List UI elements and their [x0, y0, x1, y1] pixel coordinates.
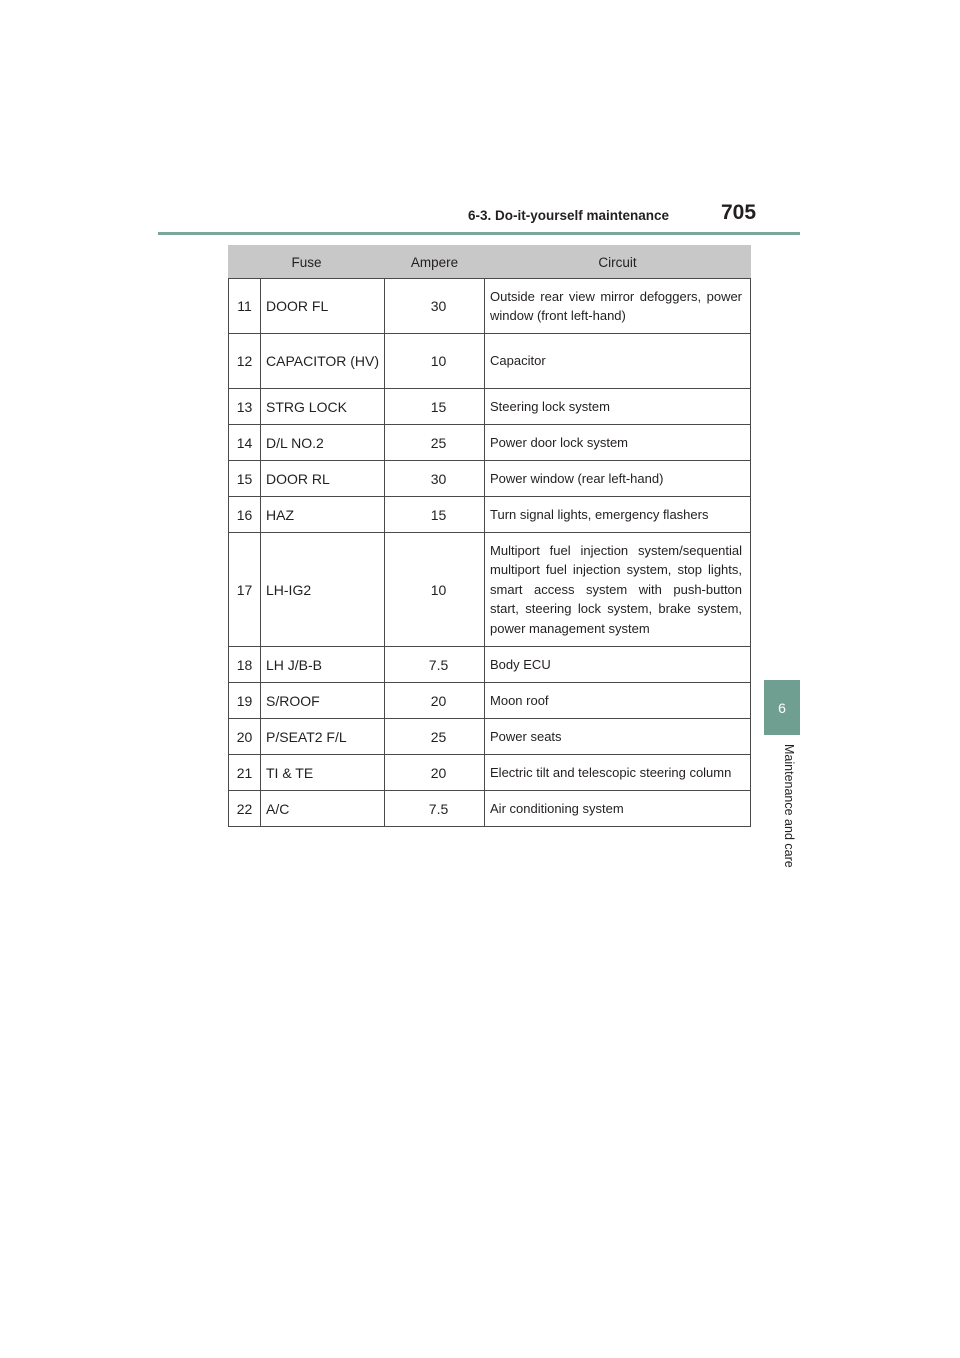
fuse-ampere: 10	[385, 533, 485, 647]
fuse-name: DOOR RL	[261, 461, 385, 497]
fuse-circuit: Multiport fuel injection system/sequential multiport fuel injection system, stop lights, smart access system with push-button start, steering lock system, brake system, power management system	[485, 533, 751, 647]
fuse-name: P/SEAT2 F/L	[261, 719, 385, 755]
table-header-row	[229, 246, 751, 279]
table-row	[229, 425, 751, 461]
fuse-number: 15	[229, 461, 261, 497]
table-row	[229, 791, 751, 827]
fuse-ampere: 20	[385, 683, 485, 719]
fuse-ampere: 15	[385, 497, 485, 533]
fuse-name: S/ROOF	[261, 683, 385, 719]
column-header-fuse: Fuse	[229, 246, 385, 279]
table-row	[229, 755, 751, 791]
table-row	[229, 279, 751, 334]
fuse-circuit: Outside rear view mirror defoggers, power window (front left-hand)	[485, 279, 751, 334]
table-row	[229, 461, 751, 497]
chapter-tab	[764, 680, 800, 735]
table-row	[229, 719, 751, 755]
column-header-circuit: Circuit	[485, 246, 751, 279]
fuse-circuit: Air conditioning system	[485, 791, 751, 827]
fuse-name: HAZ	[261, 497, 385, 533]
table-row	[229, 683, 751, 719]
table-row	[229, 334, 751, 389]
fuse-ampere: 10	[385, 334, 485, 389]
fuse-ampere: 7.5	[385, 647, 485, 683]
fuse-name: D/L NO.2	[261, 425, 385, 461]
fuse-number: 17	[229, 533, 261, 647]
fuse-ampere: 20	[385, 755, 485, 791]
fuse-number: 20	[229, 719, 261, 755]
header-divider	[158, 232, 800, 235]
fuse-ampere: 25	[385, 425, 485, 461]
fuse-number: 16	[229, 497, 261, 533]
column-header-ampere: Ampere	[385, 246, 485, 279]
fuse-number: 21	[229, 755, 261, 791]
fuse-number: 11	[229, 279, 261, 334]
fuse-number: 22	[229, 791, 261, 827]
table-row	[229, 389, 751, 425]
fuse-ampere: 15	[385, 389, 485, 425]
fuse-name: TI & TE	[261, 755, 385, 791]
fuse-ampere: 30	[385, 461, 485, 497]
fuse-circuit: Power door lock system	[485, 425, 751, 461]
fuse-name: A/C	[261, 791, 385, 827]
table-row	[229, 497, 751, 533]
fuse-circuit: Power seats	[485, 719, 751, 755]
fuse-number: 12	[229, 334, 261, 389]
fuse-circuit: Steering lock system	[485, 389, 751, 425]
fuse-circuit: Body ECU	[485, 647, 751, 683]
fuse-name: CAPACITOR (HV)	[261, 334, 385, 389]
chapter-label: Maintenance and care	[782, 744, 796, 868]
fuse-ampere: 25	[385, 719, 485, 755]
fuse-name: STRG LOCK	[261, 389, 385, 425]
chapter-number: 6	[778, 699, 786, 716]
fuse-circuit: Turn signal lights, emergency flashers	[485, 497, 751, 533]
fuse-table	[228, 245, 751, 827]
fuse-number: 18	[229, 647, 261, 683]
table-body	[229, 279, 751, 827]
fuse-circuit: Capacitor	[485, 334, 751, 389]
fuse-circuit: Electric tilt and telescopic steering column	[485, 755, 751, 791]
table-row	[229, 533, 751, 647]
section-title: 6-3. Do-it-yourself maintenance	[468, 208, 670, 223]
table-row	[229, 647, 751, 683]
fuse-name: DOOR FL	[261, 279, 385, 334]
fuse-circuit: Moon roof	[485, 683, 751, 719]
fuse-number: 13	[229, 389, 261, 425]
fuse-circuit: Power window (rear left-hand)	[485, 461, 751, 497]
fuse-number: 14	[229, 425, 261, 461]
fuse-name: LH-IG2	[261, 533, 385, 647]
fuse-ampere: 7.5	[385, 791, 485, 827]
fuse-name: LH J/B-B	[261, 647, 385, 683]
fuse-number: 19	[229, 683, 261, 719]
fuse-ampere: 30	[385, 279, 485, 334]
page-number: 705	[721, 201, 757, 224]
